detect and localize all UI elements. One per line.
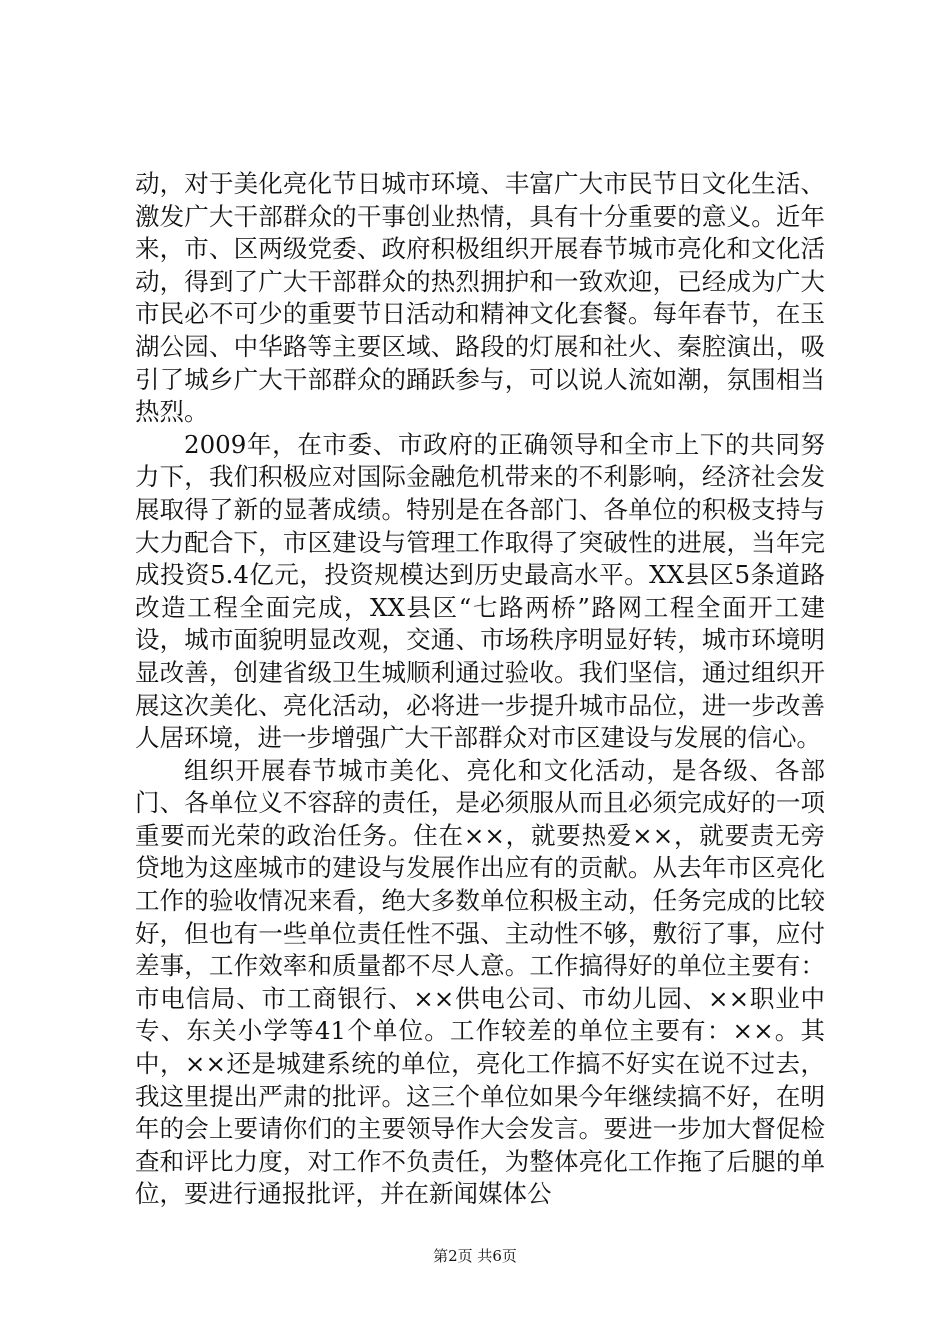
paragraph-1: 动，对于美化亮化节日城市环境、丰富广大市民节日文化生活、激发广大干部群众的干事创业热情，具有十分重要的意义。近年来，市、区两级党委、政府积极组织开展春节城市亮化和文化活动，得到了广大干部群众的热烈拥护和一致欢迎，已经成为广大市民必不可少的重要节日活动和精神文化套餐。每年春节，在玉湖公园、中华路等主要区域、路段的灯展和社火、秦腔演出，吸引了城乡广大干部群众的踊跃参与，可以说人流如潮，氛围相当热烈。 <box>135 169 825 427</box>
body-text <box>135 168 825 1211</box>
page-number: 第2页 共6页 <box>433 1247 517 1265</box>
page-footer <box>0 1246 950 1266</box>
paragraph-3: 组织开展春节城市美化、亮化和文化活动，是各级、各部门、各单位义不容辞的责任，是必须服从而且必须完成好的一项重要而光荣的政治任务。住在××，就要热爱××，就要责无旁贷地为这座城市的建设与发展作出应有的贡献。从去年市区亮化工作的验收情况来看，绝大多数单位积极主动，任务完成的比较好，但也有一些单位责任性不强、主动性不够，敷衍了事，应付差事，工作效率和质量都不尽人意。工作搞得好的单位主要有：市电信局、市工商银行、××供电公司、市幼儿园、××职业中专、东关小学等41个单位。工作较差的单位主要有：××。其中，××还是城建系统的单位，亮化工作搞不好实在说不过去，我这里提出严肃的批评。这三个单位如果今年继续搞不好，在明年的会上要请你们的主要领导作大会发言。要进一步加大督促检查和评比力度，对工作不负责任，为整体亮化工作拖了后腿的单位，要进行通报批评，并在新闻媒体公 <box>135 755 825 1209</box>
paragraph-2: 2009年，在市委、市政府的正确领导和全市上下的共同努力下，我们积极应对国际金融危机带来的不利影响，经济社会发展取得了新的显著成绩。特别是在各部门、各单位的积极支持与大力配合下，市区建设与管理工作取得了突破性的进展，当年完成投资5.4亿元，投资规模达到历史最高水平。XX县区5条道路改造工程全面完成，XX县区“七路两桥”路网工程全面开工建设，城市面貌明显改观，交通、市场秩序明显好转，城市环境明显改善，创建省级卫生城顺利通过验收。我们坚信，通过组织开展这次美化、亮化活动，必将进一步提升城市品位，进一步改善人居环境，进一步增强广大干部群众对市区建设与发展的信心。 <box>135 429 825 753</box>
